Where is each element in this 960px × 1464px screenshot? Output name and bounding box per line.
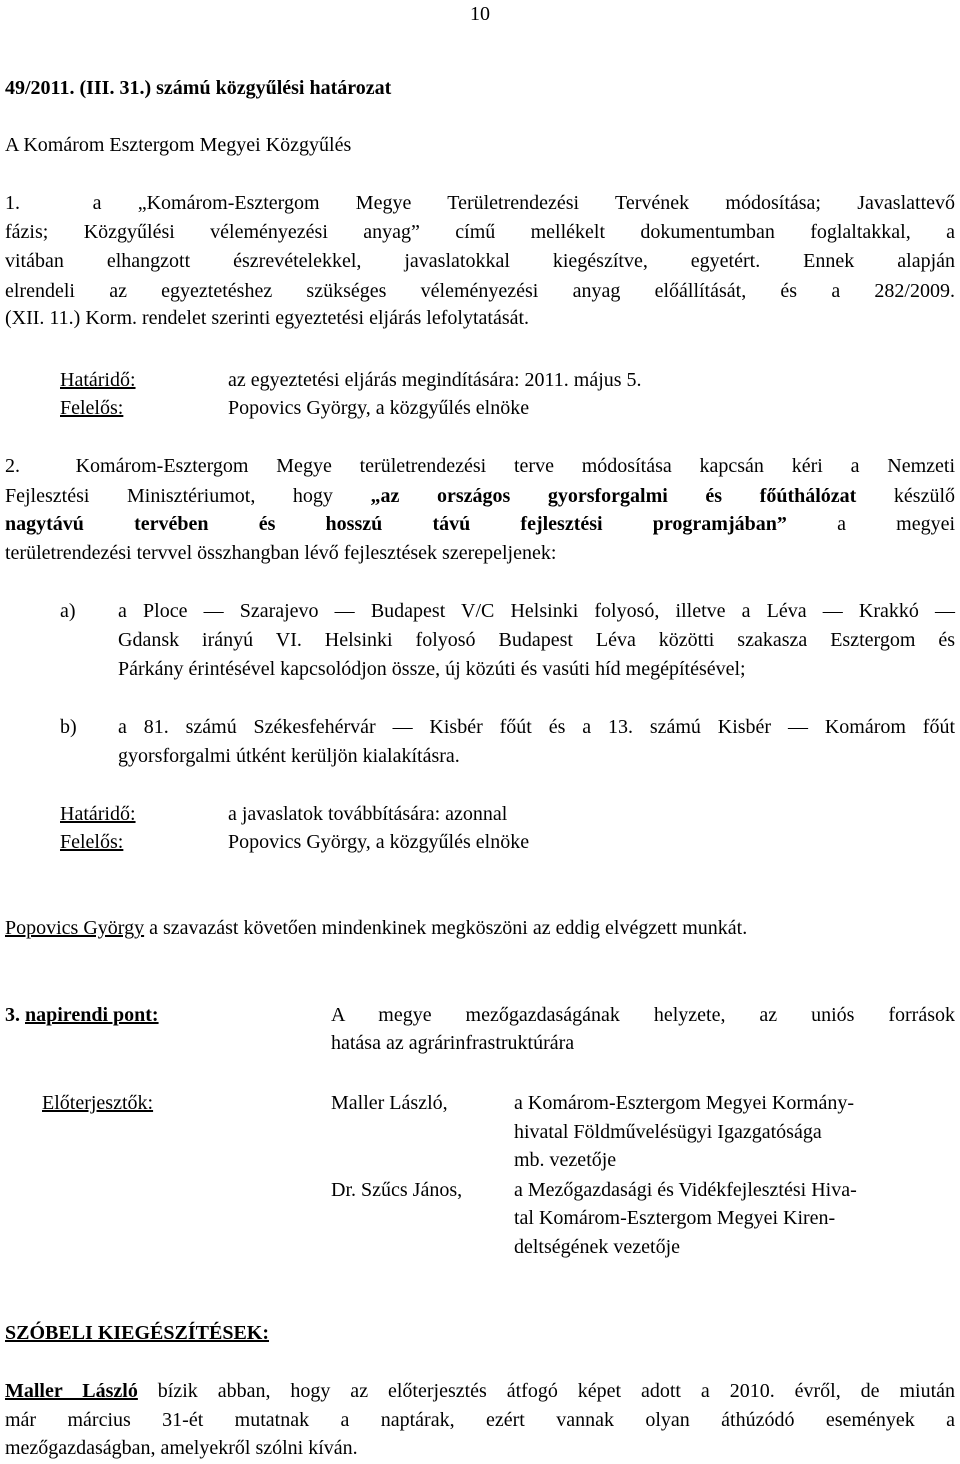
item2b-line2: gyorsforgalmi útként kerüljön kialakításra. (118, 745, 460, 767)
oral-line2: már március 31-ét mutatnak a naptárak, ezért vannak olyan áthúzódó események a (5, 1409, 955, 1431)
item1-line1: 1. a „Komárom-Esztergom Megye Területrendezési Tervének módosítása; Javaslattevő (5, 192, 955, 214)
item2b-line1: a 81. számú Székesfehérvár — Kisbér főút és a 13. számú Kisbér — Komárom főút (118, 716, 955, 738)
deadline1-value: az egyeztetési eljárás megindítására: 2011. május 5. (228, 369, 642, 391)
item2a-line3: Párkány érintésével kapcsolódjon össze, új közúti és vasúti híd megépítésével; (118, 658, 746, 680)
thanks-text: a szavazást követően mindenkinek megköszöni az eddig elvégzett munkát. (144, 917, 748, 939)
agenda-label: napirendi pont: (25, 1004, 159, 1026)
presenter2-line2: tal Komárom-Esztergom Megyei Kiren- (514, 1207, 836, 1229)
presenters-label: Előterjesztők: (42, 1092, 154, 1114)
presenter2-line3: deltségének vezetője (514, 1236, 681, 1258)
assembly-subheading: A Komárom Esztergom Megyei Közgyűlés (5, 134, 352, 156)
oral-speaker: Maller László (5, 1380, 138, 1402)
oral-line1 (5, 1379, 955, 1403)
thanks-line (5, 916, 747, 940)
item2-line3 (5, 512, 955, 536)
responsible2-label: Felelős: (60, 831, 124, 853)
item2-line2 (5, 484, 955, 508)
agenda-number-text: 3. (5, 1004, 25, 1026)
responsible1-value: Popovics György, a közgyűlés elnöke (228, 397, 530, 419)
presenter1-name: Maller László, (331, 1092, 448, 1114)
item1-line2: fázis; Közgyűlési véleményezési anyag” című mellékelt dokumentumban foglaltakkal, a (5, 221, 955, 243)
item2-line2-a: Fejlesztési Minisztériumot, hogy (5, 485, 371, 507)
presenter1-line2: hivatal Földművelésügyi Igazgatósága (514, 1121, 822, 1143)
presenter1-line3: mb. vezetője (514, 1149, 617, 1171)
item2-line4: területrendezési tervvel összhangban lévő fejlesztések szerepeljenek: (5, 542, 557, 564)
responsible2-value: Popovics György, a közgyűlés elnöke (228, 831, 530, 853)
deadline1-label: Határidő: (60, 369, 136, 391)
oral-line3: mezőgazdaságban, amelyekről szólni kíván. (5, 1437, 358, 1459)
agenda-title-line2: hatása az agrárinfrastruktúrára (331, 1032, 575, 1054)
thanks-speaker: Popovics György (5, 917, 145, 939)
responsible1-label: Felelős: (60, 397, 124, 419)
presenter2-line1: a Mezőgazdasági és Vidékfejlesztési Hiva- (514, 1179, 857, 1201)
item2-line1: 2. Komárom-Esztergom Megye területrendezési terve módosítása kapcsán kéri a Nemzeti (5, 455, 955, 477)
item2a-line1: a Ploce — Szarajevo — Budapest V/C Helsinki folyosó, illetve a Léva — Krakkó — (118, 600, 955, 622)
presenter1-line1: a Komárom-Esztergom Megyei Kormány- (514, 1092, 855, 1114)
page-number: 10 (470, 3, 490, 25)
resolution-heading: 49/2011. (III. 31.) számú közgyűlési határozat (5, 77, 392, 99)
deadline2-label: Határidő: (60, 803, 136, 825)
agenda-title-line1: A megye mezőgazdaságának helyzete, az uniós források (331, 1004, 955, 1026)
item2-line3-bold: nagytávú tervében és hosszú távú fejlesztési programjában” (5, 513, 787, 535)
presenter2-name: Dr. Szűcs János, (331, 1179, 463, 1201)
item2-line3-b: a megyei (786, 513, 956, 535)
deadline2-value: a javaslatok továbbítására: azonnal (228, 803, 508, 825)
agenda-number (5, 1003, 159, 1027)
item2b-marker: b) (60, 716, 77, 738)
item1-line5: (XII. 11.) Korm. rendelet szerinti egyeztetési eljárás lefolytatását. (5, 307, 530, 329)
item2-line2-bold: „az országos gyorsforgalmi és főúthálózat (370, 485, 857, 507)
item2a-marker: a) (60, 600, 76, 622)
item1-line4: elrendeli az egyeztetéshez szükséges véleményezési anyag előállítását, és a 282/2009. (5, 280, 955, 302)
oral-line1-text: bízik abban, hogy az előterjesztés átfogó képet adott a 2010. évről, de miután (137, 1380, 955, 1402)
oral-heading: SZÓBELI KIEGÉSZÍTÉSEK: (5, 1322, 270, 1344)
item2-line2-c: készülő (856, 485, 956, 507)
item2a-line2: Gdansk irányú VI. Helsinki folyosó Budapest Léva közötti szakasza Esztergom és (118, 629, 955, 651)
item1-line3: vitában elhangzott észrevételekkel, javaslatokkal kiegészítve, egyetért. Ennek alapján (5, 250, 955, 272)
